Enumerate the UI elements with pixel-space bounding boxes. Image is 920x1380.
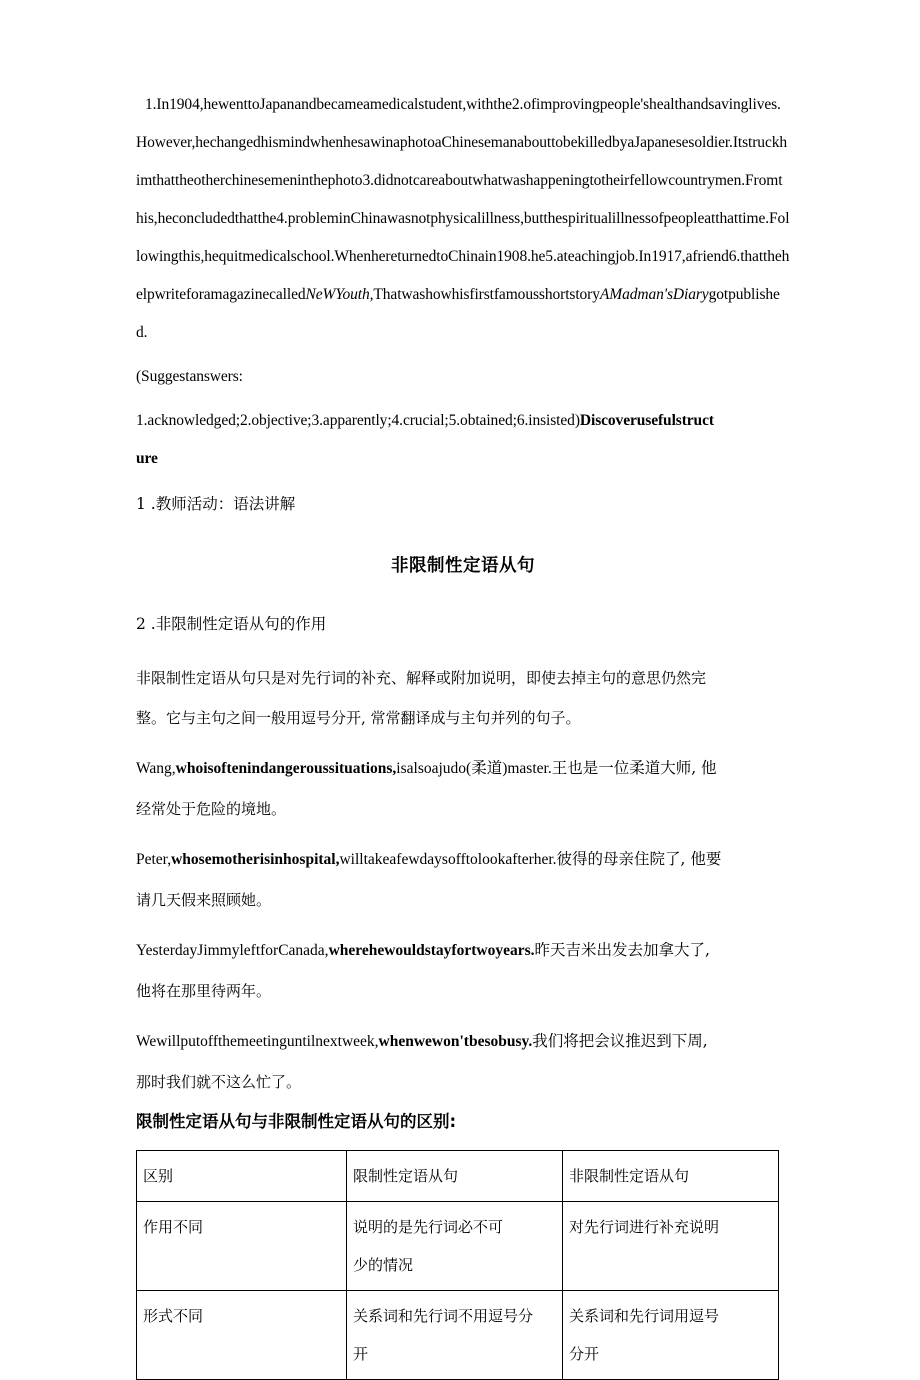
comparison-table — [136, 1150, 779, 1380]
cloze-text-part-5: ss,butthespiritualillnessofpeopleatthattime.Followingthis,hequitmedicalschool.Whenhereturne — [136, 210, 790, 265]
example-1 — [136, 748, 790, 789]
cell-line: 说明的是先行词必不可 — [353, 1218, 504, 1236]
table-cell-r0-c2 — [563, 1202, 779, 1291]
example-1-translation-line-2: 经常处于危险的境地。 — [136, 800, 287, 818]
table-cell-r0-c1 — [347, 1202, 563, 1291]
table-header-cell-0: 区别 — [137, 1151, 347, 1202]
cell-line: 关系词和先行词用逗号 — [569, 1307, 720, 1325]
function-heading: 2 .非限制性定语从句的作用 — [136, 615, 327, 633]
example-2-before: Peter, — [136, 851, 172, 868]
suggested-answers-open: (Suggestanswers: — [136, 368, 243, 385]
example-2 — [136, 839, 790, 880]
example-1-clause: whoisoftenindangeroussituations, — [175, 760, 397, 777]
table-row — [137, 1291, 779, 1380]
example-3-before: YesterdayJimmyleftforCanada, — [136, 942, 329, 959]
answers-and-discover-line — [136, 402, 790, 440]
page-content — [136, 86, 790, 1380]
magazine-title-italic: NeWYou — [305, 286, 358, 303]
magazine-title-italic-cont: th, — [357, 286, 374, 303]
story-title-italic: AMadman'sDiary — [599, 286, 709, 303]
table-cell-r0-c0 — [137, 1202, 347, 1291]
table-cell-r1-c0 — [137, 1291, 347, 1380]
table-row — [137, 1202, 779, 1291]
example-4-translation-line-2: 那时我们就不这么忙了。 — [136, 1073, 302, 1091]
example-4-before: Wewillputoffthemeetinguntilnextweek, — [136, 1033, 379, 1050]
cell-line: 作用不同 — [143, 1218, 204, 1236]
cloze-text-part-3: anesesoldier.Itstruckhimthattheotherchinesemeninthephoto3.didnotcareaboutwhatwashappeni — [136, 134, 788, 189]
table-header-cell-1: 限制性定语从句 — [347, 1151, 563, 1202]
discover-structure-heading-cont: ure — [136, 450, 158, 467]
table-cell-r1-c1 — [347, 1291, 563, 1380]
answers-list: 1.acknowledged;2.objective;3.apparently;4.crucial;5.obtained;6.insisted) — [136, 412, 580, 429]
cloze-text-part-1: 1.In1904,hewenttoJapanandbecameamedicalstudent,withthe2.ofimprovingpeople'shealthandsa — [145, 96, 722, 113]
cell-line: 少的情况 — [353, 1256, 414, 1274]
example-1-after: isalsoajudo(柔道)master. — [396, 760, 552, 777]
example-4 — [136, 1021, 790, 1062]
example-1-before: Wang, — [136, 760, 176, 777]
cell-line: 形式不同 — [143, 1307, 204, 1325]
example-4-clause: whenwewon'tbesobusy. — [378, 1033, 533, 1050]
example-2-translation-line-2: 请几天假来照顾她。 — [136, 891, 272, 909]
cloze-paragraph — [136, 86, 790, 352]
discover-structure-heading: Discoverusefulstruct — [579, 412, 714, 429]
cell-line: 关系词和先行词不用逗号分 — [353, 1307, 534, 1325]
page-title: 非限制性定语从句 — [391, 556, 535, 576]
explanation-line-2: 整。它与主句之间一般用逗号分开, 常常翻译成与主句并列的句子。 — [136, 709, 581, 727]
table-header-row — [137, 1151, 779, 1202]
example-2-clause: whosemotherisinhospital, — [171, 851, 340, 868]
example-3-clause: wherehewouldstayfortwoyears. — [328, 942, 535, 959]
table-header-cell-2: 非限制性定语从句 — [563, 1151, 779, 1202]
cloze-text-part-2: vinglives.However,hechangedhismindwhenhesawinaphotoaChinesemanabouttobekilledbyaJap — [136, 96, 781, 151]
example-2-after: willtakeafewdaysofftolookafterher. — [339, 851, 557, 868]
example-3 — [136, 930, 790, 971]
cell-line: 对先行词进行补充说明 — [569, 1218, 720, 1236]
table-heading: 限制性定语从句与非限制性定语从句的区别: — [136, 1112, 457, 1131]
cloze-text-part-8: gotpublished. — [136, 286, 780, 341]
cloze-text-part-7: Thatwashowhisfirstfamousshortstory — [373, 286, 600, 303]
example-4-translation-line-1: 我们将把会议推迟到下周, — [532, 1032, 708, 1050]
explanation-line-1: 非限制性定语从句只是对先行词的补充、解释或附加说明，即使去掉主句的意思仍然完 — [136, 669, 707, 687]
example-2-translation-line-1: 彼得的母亲住院了, 他要 — [556, 850, 722, 868]
example-1-translation-line-1: 王也是一位柔道大师, 他 — [551, 759, 717, 777]
cloze-text-part-4: ngtotheirfellowcountrymen.Fromthis,heconcludedthatthe4.probleminChinawasnotphysicalillne — [136, 172, 783, 227]
example-3-translation-line-1: 昨天吉米出发去加拿大了, — [534, 941, 710, 959]
cloze-text-part-6: dtoChinain1908.he5.ateachingjob.In1917,afriend6.thatthehelpwriteforamagazinecalled — [136, 248, 790, 303]
cell-line: 开 — [353, 1345, 369, 1363]
table-cell-r1-c2 — [563, 1291, 779, 1380]
example-3-translation-line-2: 他将在那里待两年。 — [136, 982, 272, 1000]
cell-line: 分开 — [569, 1345, 600, 1363]
teacher-activity-line: 1 .教师活动：语法讲解 — [136, 495, 296, 513]
discover-structure-heading-cont-line — [136, 440, 790, 478]
